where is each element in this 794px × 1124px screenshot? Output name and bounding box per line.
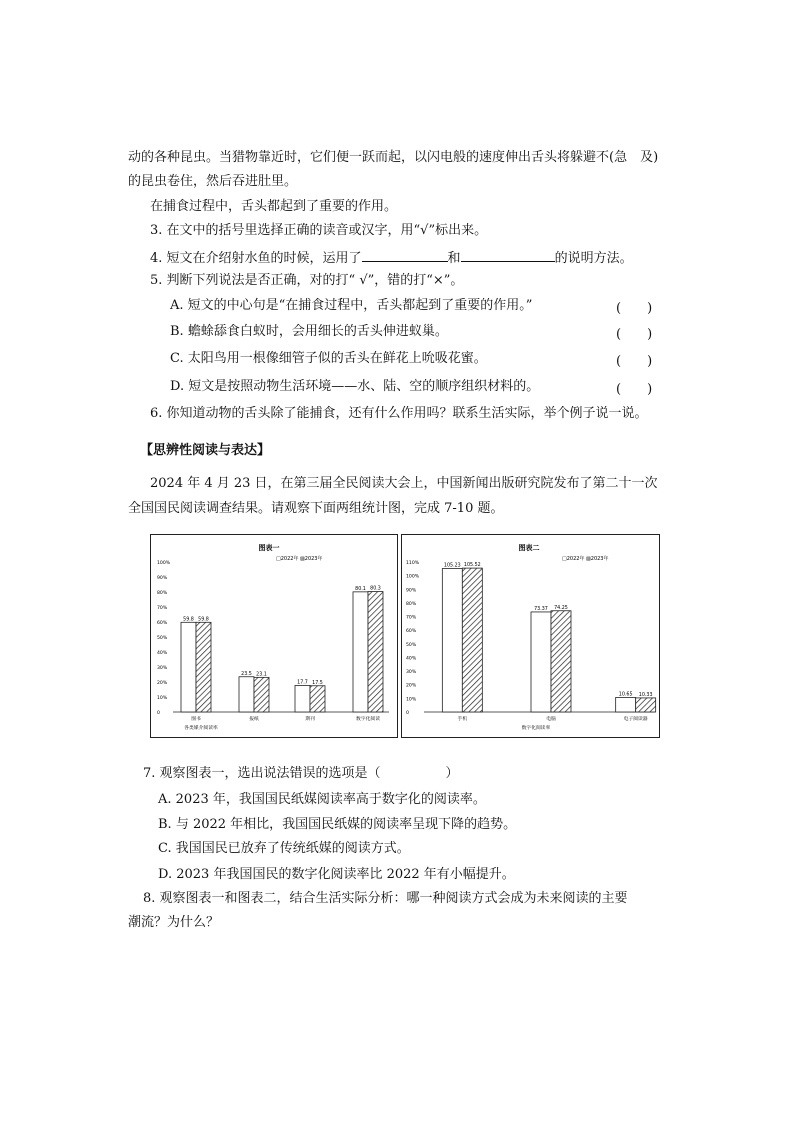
bar-2023 bbox=[636, 698, 656, 712]
q5-answer-box-a[interactable]: ( ) bbox=[616, 301, 653, 316]
q7-option-b[interactable]: B. 与 2022 年相比，我国国民纸媒的阅读率呈现下降的趋势。 bbox=[158, 817, 517, 832]
question-8-line-2: 潮流？为什么？ bbox=[128, 915, 220, 930]
data-label: 10.65 bbox=[618, 692, 633, 698]
chart-title: 图表二 bbox=[518, 544, 540, 552]
q7-option-c[interactable]: C. 我国国民已放弃了传统纸媒的阅读方式。 bbox=[158, 841, 410, 856]
answer-blank-2[interactable] bbox=[461, 247, 555, 262]
category-label: 电子阅读器 bbox=[623, 717, 648, 722]
bar-2023 bbox=[254, 677, 269, 712]
y-tick-label: 20% bbox=[157, 681, 168, 686]
data-label: 105.23 bbox=[443, 563, 461, 569]
category-label: 手机 bbox=[457, 717, 468, 722]
section-intro-2: 全国国民阅读调查结果。请观察下面两组统计图，完成 7-10 题。 bbox=[128, 501, 504, 516]
passage-line-2: 的昆虫卷住，然后吞进肚里。 bbox=[128, 174, 298, 189]
question-6: 6. 你知道动物的舌头除了能捕食，还有什么作用吗？联系生活实际，举个例子说一说。 bbox=[150, 406, 648, 421]
y-tick-label: 0 bbox=[157, 711, 160, 716]
bar-2022 bbox=[442, 569, 462, 712]
data-label: 59.8 bbox=[198, 617, 209, 623]
q7-option-d[interactable]: D. 2023 年我国国民的数字化阅读率比 2022 年有小幅提升。 bbox=[158, 867, 515, 882]
y-tick-label: 40% bbox=[157, 651, 168, 656]
data-label: 17.5 bbox=[312, 680, 323, 686]
y-tick-label: 10% bbox=[157, 696, 168, 701]
y-tick-label: 10% bbox=[406, 697, 417, 703]
y-tick-label: 110% bbox=[406, 561, 420, 566]
y-tick-label: 30% bbox=[406, 670, 417, 676]
question-8-line-1: 8. 观察图表一和图表二，结合生活实际分析：哪一种阅读方式会成为未来阅读的主要 bbox=[143, 891, 628, 906]
question-4-part-c: 的说明方法。 bbox=[554, 251, 633, 266]
x-axis-title: 各类媒介阅读率 bbox=[184, 726, 218, 731]
q5-item-c: C. 太阳鸟用一根像细管子似的舌头在鲜花上吮吸花蜜。 bbox=[170, 351, 487, 366]
y-tick-label: 40% bbox=[406, 656, 417, 662]
y-tick-label: 80% bbox=[406, 601, 417, 607]
chart-title: 图表一 bbox=[258, 544, 280, 552]
data-label: 17.7 bbox=[297, 680, 308, 686]
category-label: 图书 bbox=[191, 717, 201, 722]
data-label: 59.8 bbox=[183, 617, 194, 623]
y-tick-label: 30% bbox=[157, 666, 168, 671]
section-title: 【思辨性阅读与表达】 bbox=[140, 443, 271, 458]
chart-2-frame bbox=[401, 534, 660, 738]
question-3: 3. 在文中的括号里选择正确的读音或汉字，用“√”标出来。 bbox=[150, 223, 488, 238]
passage-line-1: 动的各种昆虫。当猎物靠近时，它们便一跃而起，以闪电般的速度伸出舌头将躲避不(急 及) bbox=[128, 150, 659, 165]
q5-answer-box-d[interactable]: ( ) bbox=[616, 382, 653, 397]
bar-2023 bbox=[551, 611, 571, 712]
chart-2 bbox=[402, 535, 659, 737]
x-axis-title: 数字化阅读率 bbox=[521, 726, 551, 731]
chart-1-frame bbox=[150, 534, 398, 738]
chart-1 bbox=[151, 535, 397, 737]
y-tick-label: 70% bbox=[406, 615, 417, 621]
category-label: 数字化阅读 bbox=[356, 717, 380, 722]
category-label: 电脑 bbox=[546, 717, 556, 722]
bar-2022 bbox=[531, 612, 551, 712]
bar-2022 bbox=[295, 685, 310, 712]
y-tick-label: 80% bbox=[157, 591, 168, 596]
data-label: 105.52 bbox=[463, 563, 481, 569]
q5-item-a: A. 短文的中心句是“在捕食过程中，舌头都起到了重要的作用。” bbox=[170, 298, 533, 313]
bar-2023 bbox=[462, 568, 482, 712]
bar-2023 bbox=[368, 592, 383, 712]
category-label: 报纸 bbox=[249, 717, 259, 722]
bar-2023 bbox=[310, 686, 325, 712]
bar-2022 bbox=[616, 697, 636, 712]
y-tick-label: 50% bbox=[157, 636, 168, 641]
y-tick-label: 90% bbox=[157, 576, 168, 581]
question-4-part-b: 和 bbox=[447, 251, 461, 266]
question-7: 7. 观察图表一，选出说法错误的选项是（ ） bbox=[143, 766, 459, 781]
data-label: 23.1 bbox=[256, 672, 267, 678]
data-label: 74.25 bbox=[554, 605, 568, 611]
answer-blank-1[interactable] bbox=[362, 247, 448, 262]
bar-2022 bbox=[353, 592, 368, 712]
q5-answer-box-b[interactable]: ( ) bbox=[616, 327, 653, 342]
chart-legend: □2022年 ▨2023年 bbox=[562, 556, 609, 562]
data-label: 10.33 bbox=[638, 692, 653, 698]
chart-legend: □2022年 ▨2023年 bbox=[276, 556, 323, 562]
data-label: 23.5 bbox=[241, 671, 252, 677]
data-label: 73.37 bbox=[534, 606, 548, 612]
y-tick-label: 70% bbox=[157, 606, 168, 611]
bar-2023 bbox=[196, 622, 211, 712]
bar-2022 bbox=[239, 677, 254, 712]
y-tick-label: 20% bbox=[406, 683, 417, 689]
q5-item-b: B. 蟾蜍舔食白蚁时，会用细长的舌头伸进蚁巢。 bbox=[170, 324, 448, 339]
bar-2022 bbox=[181, 622, 196, 712]
question-4-part-a: 4. 短文在介绍射水鱼的时候，运用了 bbox=[150, 251, 362, 266]
q7-option-a[interactable]: A. 2023 年，我国国民纸媒阅读率高于数字化的阅读率。 bbox=[158, 792, 486, 807]
y-tick-label: 100% bbox=[406, 574, 420, 580]
question-5: 5. 判断下列说法是否正确，对的打“ √”，错的打“×”。 bbox=[150, 273, 464, 288]
data-label: 80.3 bbox=[370, 586, 381, 592]
y-tick-label: 90% bbox=[406, 588, 417, 594]
section-intro-1: 2024 年 4 月 23 日，在第三届全民阅读大会上，中国新闻出版研究院发布了第二十一次 bbox=[150, 476, 658, 491]
category-label: 期刊 bbox=[305, 717, 315, 722]
q5-item-d: D. 短文是按照动物生活环境——水、陆、空的顺序组织材料的。 bbox=[170, 379, 540, 394]
y-tick-label: 0 bbox=[406, 711, 409, 716]
y-tick-label: 100% bbox=[157, 561, 171, 566]
question-4 bbox=[150, 247, 633, 268]
y-tick-label: 50% bbox=[406, 642, 417, 648]
y-tick-label: 60% bbox=[157, 621, 168, 626]
q5-answer-box-c[interactable]: ( ) bbox=[616, 354, 653, 369]
y-tick-label: 60% bbox=[406, 629, 417, 635]
passage-line-3: 在捕食过程中，舌头都起到了重要的作用。 bbox=[150, 199, 398, 214]
data-label: 80.1 bbox=[355, 586, 366, 592]
